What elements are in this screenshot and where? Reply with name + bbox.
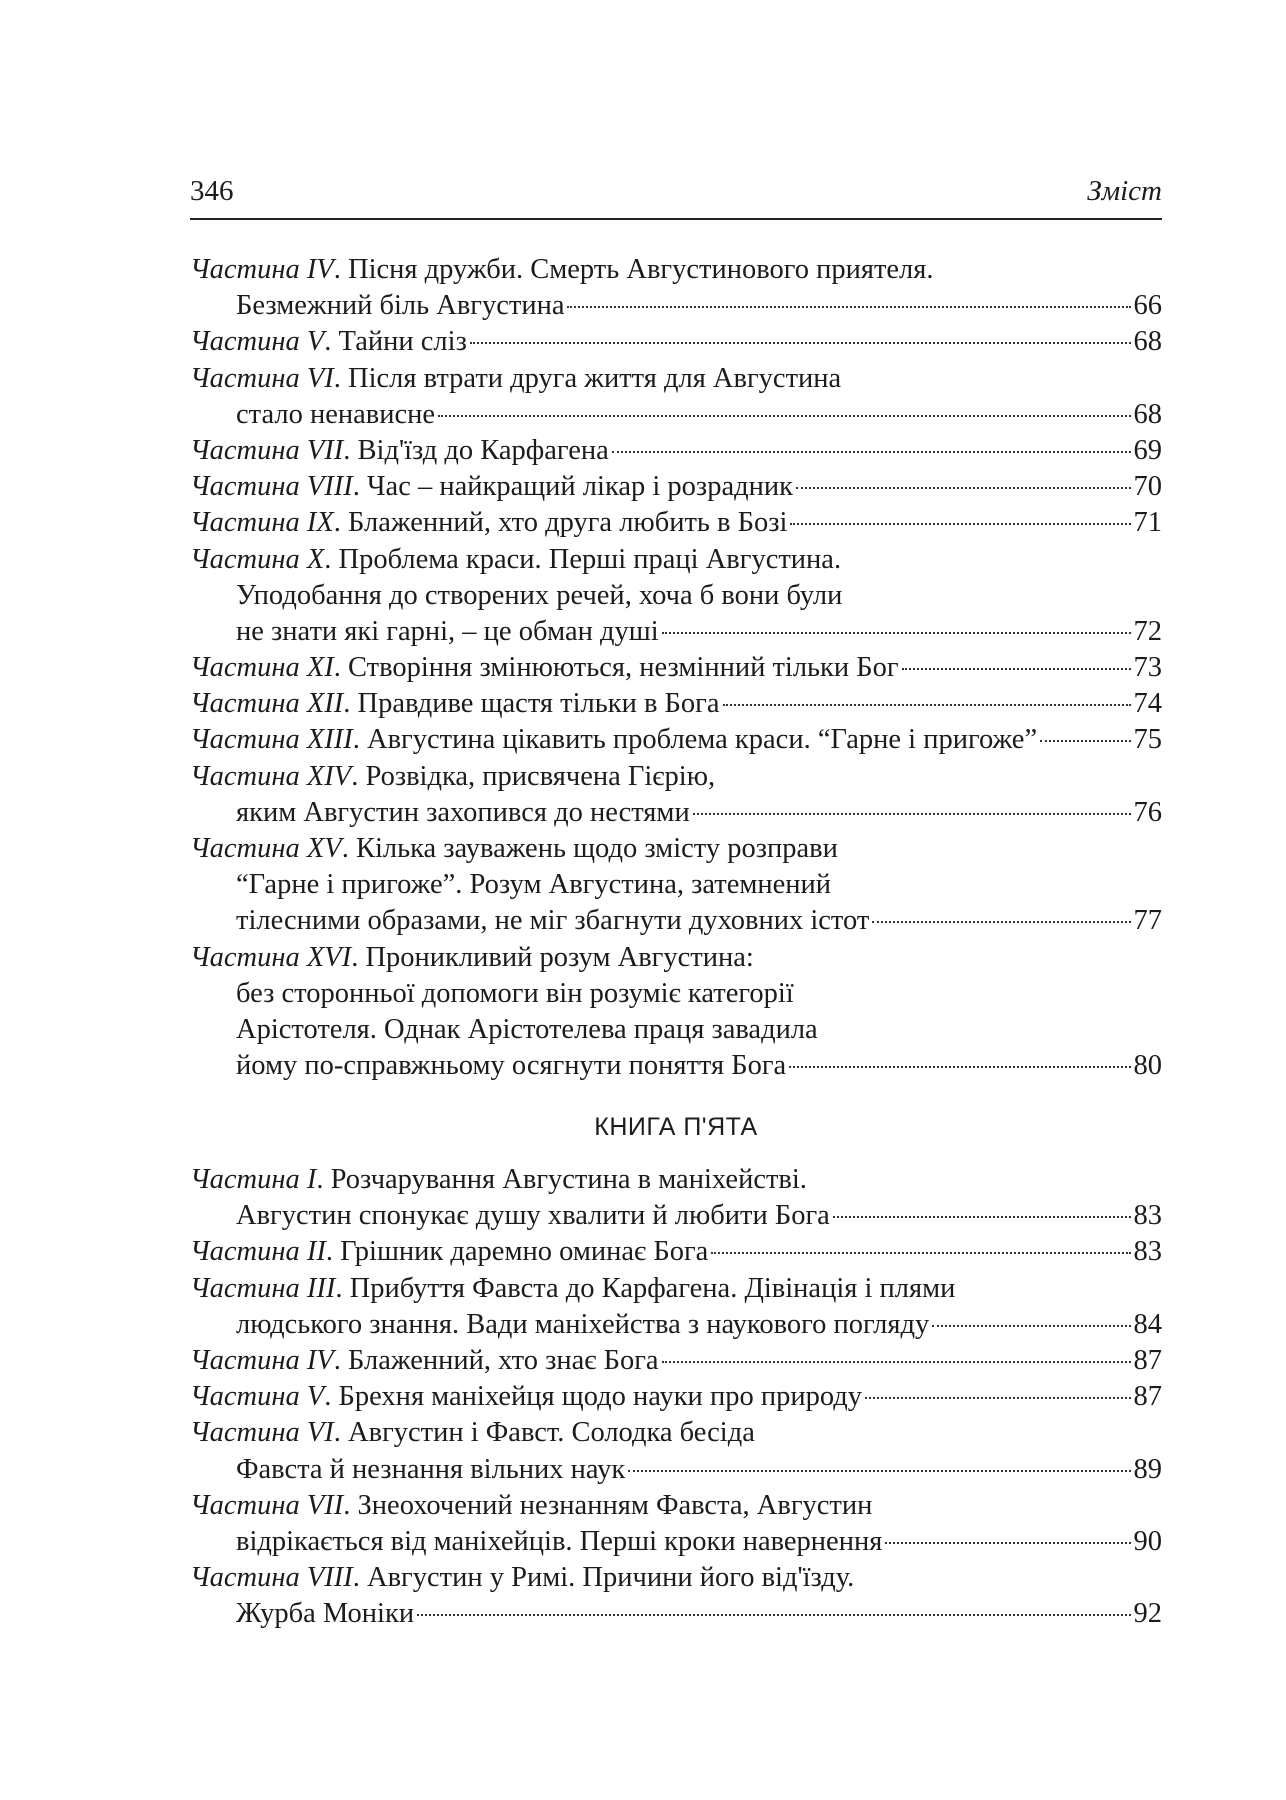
toc-part-label: Частина XVI	[190, 941, 352, 973]
toc-entry	[190, 831, 1162, 940]
toc-line-text	[236, 869, 831, 900]
toc-line	[190, 903, 1162, 939]
toc-entry	[190, 361, 1162, 433]
toc-line-text	[236, 614, 659, 650]
toc-part-label: Частина XIII	[190, 724, 353, 756]
toc-part-label: Частина IV	[190, 254, 334, 285]
toc-page-number: 75	[1133, 724, 1162, 756]
toc-entry-title: Августин у Римі. Причини його від'їзду.	[367, 1562, 855, 1594]
dot-leader	[902, 667, 1131, 670]
page-number: 346	[190, 175, 234, 207]
toc-part-label: Частина V	[190, 326, 325, 358]
toc-entry	[190, 433, 1162, 469]
toc-line-text: Частина VII. Знеохочений незнанням Фавста, Августин	[190, 1489, 873, 1521]
toc-line	[190, 722, 1162, 758]
toc-line-text: Частина XVI. Проникливий розум Августина:	[190, 941, 754, 973]
toc-entry-title: Проблема краси. Перші праці Августина.	[338, 543, 842, 575]
dot-leader	[417, 1613, 1130, 1616]
dot-leader	[470, 341, 1131, 344]
toc-line	[190, 1162, 1162, 1198]
toc-entry-title: Правдиве щастя тільки в Бога	[357, 688, 720, 720]
toc-line	[190, 976, 1162, 1012]
toc-part-label: Частина II	[190, 1236, 326, 1268]
toc-line	[190, 650, 1162, 686]
toc-entry	[190, 542, 1162, 651]
toc-line	[190, 433, 1162, 469]
toc-line	[190, 795, 1162, 831]
toc-page-number: 73	[1133, 652, 1162, 684]
toc-line-text	[236, 288, 564, 324]
toc-entry-title: стало ненависне	[236, 398, 436, 430]
toc-entry	[190, 1415, 1162, 1487]
toc-entry-title: Арістотеля. Однак Арістотелева праця завадила	[236, 1013, 818, 1045]
toc-part-label: Частина IV	[190, 1344, 334, 1376]
toc-entry	[190, 650, 1162, 686]
toc-entry-title: Пісня дружби. Смерть Августинового приятеля.	[348, 254, 934, 285]
toc-part-label: Частина VI	[190, 362, 334, 394]
toc-entry	[190, 1560, 1162, 1632]
toc-line-text: Частина III. Прибуття Фавста до Карфагена. Дівінація і плями	[190, 1272, 956, 1304]
toc-line-text: Частина VI. Після втрати друга життя для Августина	[190, 362, 842, 394]
toc-line	[190, 542, 1162, 578]
toc-page-number: 70	[1133, 471, 1162, 503]
toc-part-label: Частина V	[190, 1381, 325, 1413]
table-of-contents-book-five	[190, 1162, 1162, 1632]
toc-entry	[190, 940, 1162, 1085]
toc-page-number: 72	[1133, 615, 1162, 647]
toc-entry	[190, 1271, 1162, 1343]
toc-entry	[190, 1343, 1162, 1379]
toc-line	[190, 1343, 1162, 1379]
dot-leader	[789, 1065, 1130, 1068]
toc-line-text: Частина XI. Створіння змінюються, незмінний тільки Бог	[190, 652, 899, 684]
toc-entry-title: йому по-справжньому осягнути поняття Бога	[236, 1050, 787, 1082]
toc-line-text: Частина XV. Кілька зауважень щодо змісту розправи	[190, 833, 838, 864]
toc-entry	[190, 505, 1162, 541]
toc-line-text	[236, 1596, 414, 1632]
toc-page-number: 87	[1133, 1381, 1162, 1413]
toc-line-text	[236, 978, 794, 1009]
toc-part-label: Частина VII	[190, 434, 344, 466]
dot-leader	[723, 703, 1131, 706]
toc-page-number: 71	[1133, 507, 1162, 539]
toc-part-label: Частина X	[190, 543, 325, 575]
toc-entry-title: без сторонньої допомоги він розуміє категорії	[236, 977, 794, 1009]
toc-line	[190, 397, 1162, 433]
dot-leader	[872, 920, 1130, 923]
dot-leader	[693, 812, 1131, 815]
toc-page-number: 80	[1133, 1050, 1162, 1082]
toc-entry-title: Після втрати друга життя для Августина	[348, 362, 842, 394]
toc-line-text	[236, 1014, 818, 1045]
toc-entry-title: Прибуття Фавста до Карфагена. Дівінація і плями	[349, 1272, 956, 1304]
toc-line-text: Частина IX. Блаженний, хто друга любить в Бозі	[190, 507, 788, 539]
toc-entry-title: Проникливий розум Августина:	[365, 941, 754, 973]
toc-entry-title: Грішник даремно оминає Бога	[340, 1236, 709, 1268]
toc-page-number: 84	[1133, 1308, 1162, 1340]
toc-line	[190, 1307, 1162, 1343]
toc-entry-title: Час – найкращий лікар і розрадник	[367, 471, 793, 503]
toc-entry	[190, 1488, 1162, 1560]
dot-leader	[628, 1469, 1130, 1472]
toc-line	[190, 1524, 1162, 1560]
dot-leader	[662, 631, 1131, 634]
toc-line-text	[236, 1307, 929, 1343]
toc-line	[190, 614, 1162, 650]
dot-leader	[833, 1215, 1131, 1218]
toc-entry-title: не знати які гарні, – це обман душі	[236, 615, 659, 647]
toc-entry-title: тілесними образами, не міг збагнути духовних істот	[236, 905, 870, 937]
toc-line-text: Частина VI. Августин і Фавст. Солодка бесіда	[190, 1417, 755, 1449]
running-title: Зміст	[1087, 175, 1162, 207]
toc-part-label: Частина XV	[190, 833, 342, 864]
toc-page-number: 69	[1133, 434, 1162, 466]
toc-entry	[190, 759, 1162, 831]
toc-line	[190, 759, 1162, 795]
toc-entry-title: Брехня маніхейця щодо науки про природу	[338, 1381, 862, 1413]
toc-part-label: Частина I	[190, 1164, 317, 1195]
toc-entry-title: Уподобання до створених речей, хоча б вони були	[236, 579, 843, 611]
toc-entry-title: Блаженний, хто друга любить в Бозі	[348, 507, 788, 539]
toc-line	[190, 252, 1162, 288]
toc-line	[190, 1488, 1162, 1524]
toc-entry	[190, 1162, 1162, 1234]
toc-page-number: 74	[1133, 688, 1162, 720]
toc-line-text: Частина VIII. Августин у Римі. Причини його від'їзду.	[190, 1562, 855, 1594]
dot-leader	[796, 486, 1131, 489]
toc-page-number: 68	[1133, 398, 1162, 430]
toc-line-text: Частина II. Грішник даремно оминає Бога	[190, 1236, 709, 1268]
toc-entry	[190, 686, 1162, 722]
toc-line-text: Частина V. Брехня маніхейця щодо науки про природу	[190, 1381, 862, 1413]
toc-line-text	[236, 397, 435, 433]
toc-line	[190, 578, 1162, 614]
toc-line	[190, 686, 1162, 722]
toc-entry	[190, 324, 1162, 360]
toc-line	[190, 1452, 1162, 1488]
toc-line	[190, 288, 1162, 324]
toc-part-label: Частина III	[190, 1272, 336, 1304]
dot-leader	[711, 1251, 1130, 1254]
toc-line-text	[236, 580, 842, 611]
page-header	[190, 172, 1162, 220]
toc-entry-title: Блаженний, хто знає Бога	[348, 1344, 659, 1376]
toc-page-number: 83	[1133, 1200, 1162, 1232]
toc-line-text: Частина I. Розчарування Августина в маніхействі.	[190, 1164, 807, 1195]
toc-entry-title: Від'їзд до Карфагена	[357, 434, 609, 466]
toc-line-text: Частина V. Тайни сліз	[190, 326, 467, 358]
toc-line	[190, 1415, 1162, 1451]
toc-line-text	[236, 1452, 625, 1488]
toc-line	[190, 1048, 1162, 1084]
toc-part-label: Частина VI	[190, 1417, 334, 1449]
toc-part-label: Частина VII	[190, 1489, 344, 1521]
dot-leader	[662, 1360, 1131, 1363]
dot-leader	[885, 1541, 1130, 1544]
toc-part-label: Частина XIV	[190, 760, 352, 792]
toc-line	[190, 940, 1162, 976]
toc-line-text	[236, 1524, 882, 1560]
toc-line-text: Частина VII. Від'їзд до Карфагена	[190, 434, 609, 466]
toc-line	[190, 1596, 1162, 1632]
toc-line	[190, 831, 1162, 867]
toc-entry-title: Знеохочений незнанням Фавста, Августин	[357, 1489, 873, 1521]
toc-part-label: Частина XII	[190, 688, 344, 720]
toc-entry	[190, 252, 1162, 324]
toc-entry	[190, 722, 1162, 758]
dot-leader	[865, 1396, 1131, 1399]
toc-line	[190, 324, 1162, 360]
toc-line	[190, 361, 1162, 397]
toc-line	[190, 867, 1162, 903]
toc-entry-title: “Гарне і пригоже”. Розум Августина, затемнений	[236, 869, 832, 901]
toc-entry-title: Августина цікавить проблема краси. “Гарне і пригоже”	[367, 724, 1038, 756]
dot-leader	[932, 1324, 1130, 1327]
toc-page-number: 66	[1133, 290, 1162, 322]
toc-line	[190, 1379, 1162, 1415]
toc-page-number: 92	[1133, 1598, 1162, 1630]
toc-entry	[190, 1234, 1162, 1270]
toc-entry-title: Безмежний біль Августина	[236, 290, 565, 322]
toc-page-number: 87	[1133, 1344, 1162, 1376]
toc-entry-title: людського знання. Вади маніхейства з наукового погляду	[236, 1308, 930, 1340]
toc-page-number: 89	[1133, 1453, 1162, 1485]
dot-leader	[567, 305, 1130, 308]
toc-page-number: 90	[1133, 1525, 1162, 1557]
toc-entry-title: Розчарування Августина в маніхействі.	[330, 1164, 807, 1195]
toc-entry-title: Журба Моніки	[236, 1598, 415, 1630]
toc-entry-title: Августин спонукає душу хвалити й любити Бога	[236, 1200, 830, 1232]
toc-entry-title: Августин і Фавст. Солодка бесіда	[348, 1417, 755, 1449]
toc-entry-title: відрікається від маніхейців. Перші кроки навернення	[236, 1525, 883, 1557]
toc-entry-title: яким Августин захопився до нестями	[236, 796, 690, 828]
toc-line-text	[236, 903, 869, 939]
toc-line	[190, 1271, 1162, 1307]
dot-leader	[1040, 739, 1130, 742]
toc-entry-title: Розвідка, присвячена Гієрію,	[365, 760, 716, 792]
toc-entry	[190, 469, 1162, 505]
toc-line	[190, 1198, 1162, 1234]
toc-entry-title: Створіння змінюються, незмінний тільки Бог	[348, 652, 899, 684]
toc-page-number: 77	[1133, 905, 1162, 937]
toc-line-text: Частина XII. Правдиве щастя тільки в Бога	[190, 688, 720, 720]
toc-part-label: Частина VIII	[190, 1562, 353, 1594]
book-heading: КНИГА П'ЯТА	[594, 1113, 758, 1141]
toc-line	[190, 469, 1162, 505]
toc-line-text	[236, 1048, 786, 1084]
toc-line-text	[236, 1198, 830, 1234]
dot-leader	[790, 522, 1130, 525]
table-of-contents-book-four	[190, 252, 1162, 1084]
toc-line	[190, 1234, 1162, 1270]
toc-line-text: Частина IV. Пісня дружби. Смерть Августинового приятеля.	[190, 254, 934, 285]
toc-line-text: Частина XIII. Августина цікавить проблема краси. “Гарне і пригоже”	[190, 724, 1038, 756]
toc-part-label: Частина IX	[190, 507, 334, 539]
toc-page-number: 76	[1133, 796, 1162, 828]
toc-part-label: Частина VIII	[190, 471, 353, 503]
toc-line	[190, 1012, 1162, 1048]
toc-line-text: Частина IV. Блаженний, хто знає Бога	[190, 1344, 659, 1376]
toc-page-number: 68	[1133, 326, 1162, 358]
toc-page-number: 83	[1133, 1236, 1162, 1268]
toc-entry-title: Тайни сліз	[338, 326, 467, 358]
toc-entry-title: Кілька зауважень щодо змісту розправи	[355, 833, 838, 864]
toc-line-text: Частина XIV. Розвідка, присвячена Гієрію,	[190, 760, 716, 792]
toc-line	[190, 1560, 1162, 1596]
toc-line-text	[236, 795, 690, 831]
dot-leader	[612, 450, 1131, 453]
toc-entry	[190, 1379, 1162, 1415]
toc-line	[190, 505, 1162, 541]
toc-entry-title: Фавста й незнання вільних наук	[236, 1453, 626, 1485]
toc-line-text: Частина X. Проблема краси. Перші праці Августина.	[190, 543, 842, 575]
toc-part-label: Частина XI	[190, 652, 334, 684]
toc-line-text: Частина VIII. Час – найкращий лікар і розрадник	[190, 471, 793, 503]
dot-leader	[438, 414, 1130, 417]
